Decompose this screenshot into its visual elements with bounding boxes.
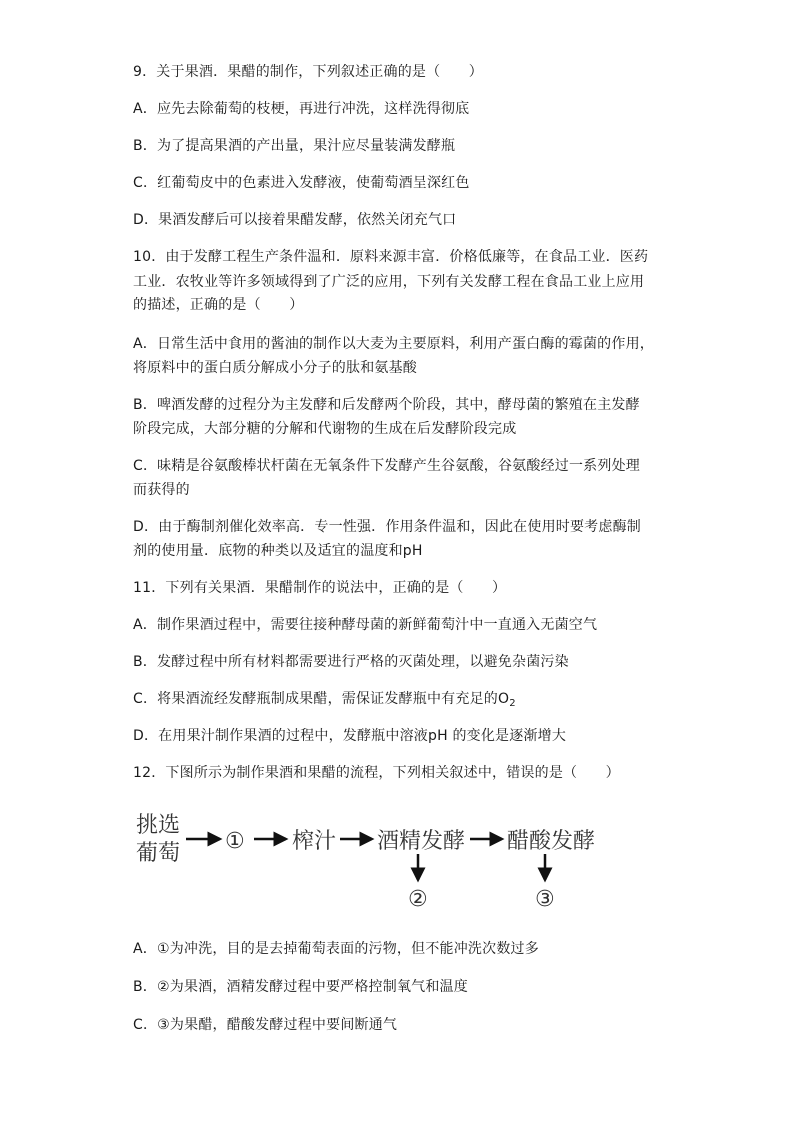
q11-option-b: B．发酵过程中所有材料都需要进行严格的灭菌处理，以避免杂菌污染 bbox=[133, 654, 569, 670]
q11-option-a: A．制作果酒过程中，需要往接种酵母菌的新鲜葡萄汁中一直通入无菌空气 bbox=[133, 617, 598, 633]
flow-step-press: 榨汁 bbox=[292, 829, 337, 854]
q10-option-b-line1: B．啤酒发酵的过程分为主发酵和后发酵两个阶段，其中，酵母菌的繁殖在主发酵 bbox=[133, 397, 640, 413]
q10-option-a-line2: 将原料中的蛋白质分解成小分子的肽和氨基酸 bbox=[133, 360, 417, 376]
q11-option-c-text: C．将果酒流经发酵瓶制成果醋，需保证发酵瓶中有充足的O bbox=[133, 691, 510, 707]
q10-option-b-line2: 阶段完成，大部分糖的分解和代谢物的生成在后发酵阶段完成 bbox=[133, 421, 517, 437]
q10-option-a-line1: A．日常生活中食用的酱油的制作以大麦为主要原料，利用产蛋白酶的霉菌的作用， bbox=[133, 336, 654, 352]
q9-option-a: A．应先去除葡萄的枝梗，再进行冲洗，这样洗得彻底 bbox=[133, 101, 470, 117]
q10-stem-line2: 工业．农牧业等许多领域得到了广泛的应用，下列有关发酵工程在食品工业上应用 bbox=[133, 274, 645, 290]
q10-option-d-line2: 剂的使用量．底物的种类以及适宜的温度和pH bbox=[133, 543, 423, 559]
q10-stem-line1: 10．由于发酵工程生产条件温和．原料来源丰富．价格低廉等，在食品工业．医药 bbox=[133, 249, 649, 265]
q10-option-d-line1: D．由于酶制剂催化效率高．专一性强．作用条件温和，因此在使用时要考虑酶制 bbox=[133, 519, 641, 535]
q11-option-c bbox=[133, 690, 516, 713]
flow-product-2: ② bbox=[408, 887, 428, 912]
flow-step-alcohol-fermentation: 酒精发酵 bbox=[377, 829, 466, 854]
q12-stem: 12．下图所示为制作果酒和果醋的流程，下列相关叙述中，错误的是（ ） bbox=[133, 765, 620, 781]
flow-product-3: ③ bbox=[535, 887, 555, 912]
q10-option-c-line2: 而获得的 bbox=[133, 482, 190, 498]
q12-option-c: C．③为果醋，醋酸发酵过程中要间断通气 bbox=[133, 1017, 398, 1033]
flow-step-1: ① bbox=[225, 829, 245, 854]
q9-option-c: C．红葡萄皮中的色素进入发酵液，使葡萄酒呈深红色 bbox=[133, 175, 470, 191]
q11-stem: 11．下列有关果酒．果醋制作的说法中，正确的是（ ） bbox=[133, 580, 507, 596]
q12-option-a: A．①为冲洗，目的是去掉葡萄表面的污物，但不能冲洗次数过多 bbox=[133, 941, 539, 957]
q10-stem-line3: 的描述，正确的是（ ） bbox=[133, 297, 304, 313]
q9-option-d: D．果酒发酵后可以接着果醋发酵，依然关闭充气口 bbox=[133, 212, 457, 228]
process-flow-diagram bbox=[130, 808, 610, 918]
q12-option-b: B．②为果酒，酒精发酵过程中要严格控制氧气和温度 bbox=[133, 979, 468, 995]
q10-option-c-line1: C．味精是谷氨酸棒状杆菌在无氧条件下发酵产生谷氨酸，谷氨酸经过一系列处理 bbox=[133, 458, 640, 474]
q9-stem: 9．关于果酒．果醋的制作，下列叙述正确的是（ ） bbox=[133, 64, 483, 80]
flow-step-acetic-fermentation: 醋酸发酵 bbox=[507, 829, 596, 854]
flow-step-select-line2: 葡萄 bbox=[136, 841, 181, 866]
q11-option-d: D．在用果汁制作果酒的过程中，发酵瓶中溶液pH 的变化是逐渐增大 bbox=[133, 728, 567, 744]
flow-step-select-line1: 挑选 bbox=[136, 813, 181, 838]
q11-option-c-subscript: 2 bbox=[509, 698, 516, 709]
q9-option-b: B．为了提高果酒的产出量，果汁应尽量装满发酵瓶 bbox=[133, 138, 456, 154]
